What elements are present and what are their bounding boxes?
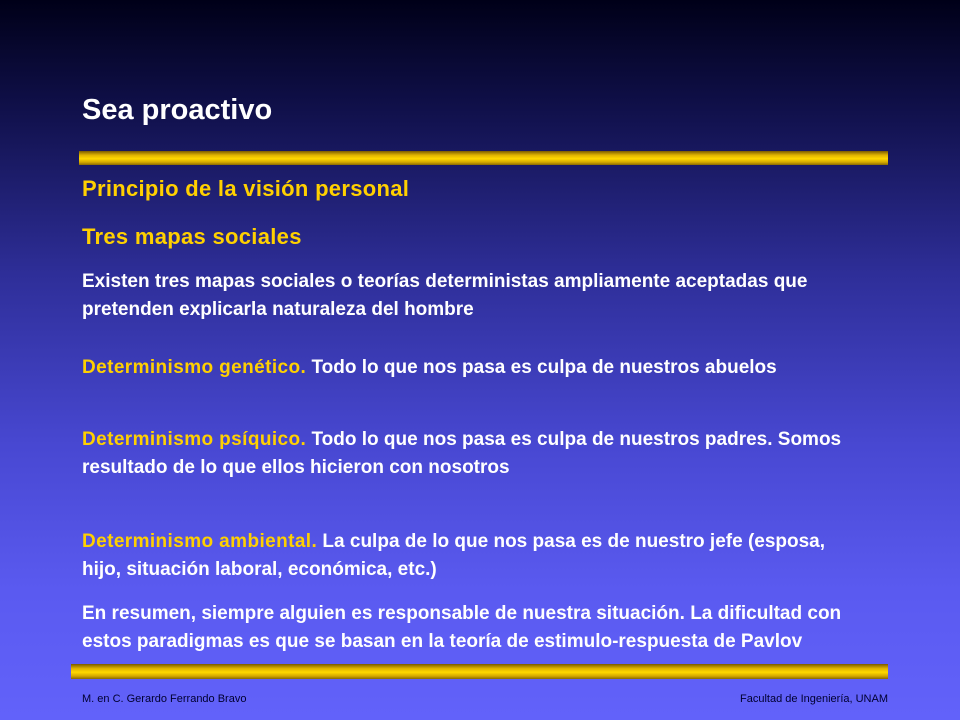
determinism-item-psychic — [82, 426, 862, 482]
determinism-item-environmental — [82, 528, 862, 584]
determinism-term: Determinismo ambiental. — [82, 531, 318, 552]
footer-author: M. en C. Gerardo Ferrando Bravo — [82, 693, 247, 705]
determinism-description: La culpa de lo que nos pasa es de nuestro jefe (esposa, hijo, situación laboral, económica, etc.) — [82, 531, 826, 580]
intro-paragraph: Existen tres mapas sociales o teorías deterministas ampliamente aceptadas que pretenden explicarla naturaleza del hombre — [82, 271, 808, 320]
footer-institution: Facultad de Ingeniería, UNAM — [740, 693, 888, 705]
subheading-mapas-sociales: Tres mapas sociales — [82, 224, 302, 249]
subheading-vision-personal: Principio de la visión personal — [82, 176, 410, 201]
summary-paragraph: En resumen, siempre alguien es responsable de nuestra situación. La dificultad con estos paradigmas es que se basan en la teoría de estimulo-respuesta de Pavlov — [82, 603, 842, 652]
determinism-term: Determinismo genético. — [82, 357, 307, 378]
determinism-item-genetic — [82, 354, 862, 382]
slide-title: Sea proactivo — [82, 94, 273, 126]
determinism-description: Todo lo que nos pasa es culpa de nuestros padres. Somos resultado de lo que ellos hicieron con nosotros — [82, 429, 842, 478]
determinism-term: Determinismo psíquico. — [82, 429, 307, 450]
bottom-divider-bar — [71, 664, 888, 679]
determinism-description: Todo lo que nos pasa es culpa de nuestros abuelos — [306, 357, 777, 378]
top-divider-bar — [79, 151, 888, 165]
